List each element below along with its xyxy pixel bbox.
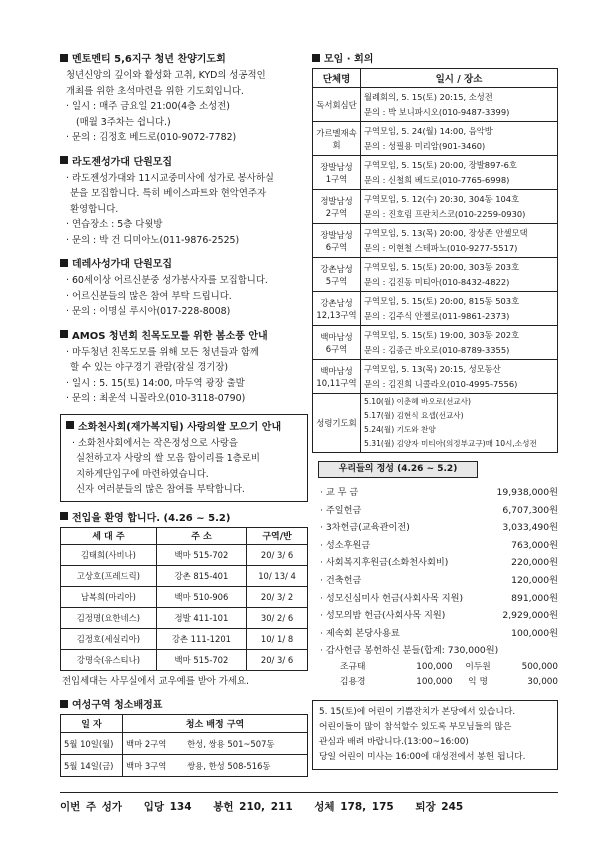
prayer-schedule-line: 5.31(월) 김양자 미티아(의정부교구)매 10시,소성전 <box>364 439 537 448</box>
offering-amount: 891,000원 <box>511 592 558 604</box>
schedule-line: 구역모임, 5. 24(월) 14:00, 음악방 <box>364 125 493 136</box>
donor-name: 익 명 <box>468 676 488 687</box>
offering-row <box>312 519 558 537</box>
schedule-cell <box>361 360 558 394</box>
schedule-line: 구역모임, 5. 15(토) 19:00, 303동 202호 <box>364 329 520 340</box>
table-row <box>61 544 308 565</box>
table-row <box>61 733 308 755</box>
column-header: 구역/반 <box>247 527 308 544</box>
donor-amount: 100,000 <box>416 676 453 687</box>
right-column <box>312 50 558 770</box>
offering-label: · 성소후원금 <box>320 539 371 551</box>
offering-amount: 2,929,000원 <box>502 610 558 622</box>
group-name-cell: 독서회심단 <box>313 88 361 122</box>
donor-name: 조규태 <box>340 661 366 672</box>
text-line: · 문의 : 김정호 베드로(010-9072-7782) <box>66 132 237 143</box>
group-name-cell: 정발남성 2구역 <box>313 190 361 224</box>
offering-label: · 3차헌금(교육관이전) <box>320 522 410 534</box>
section-title: 모임 · 회의 <box>324 54 374 65</box>
notice-line: 어린이들이 많이 참석할수 있도록 부모님들의 많은 <box>319 721 512 732</box>
contact-line: 문의 : 박 보니파시오(010-9487-3399) <box>364 106 510 117</box>
offering-row <box>312 607 558 625</box>
table-cell: 10/ 1/ 8 <box>247 628 308 649</box>
offering-row <box>312 590 558 608</box>
table-row <box>313 224 558 258</box>
newcomers-note: 전입세대는 사무실에서 교우예를 받아 가세요. <box>62 675 249 687</box>
text-line: 분을 모집합니다. 특히 베이스파트와 현악연주자 <box>70 188 267 199</box>
column-header: 일시 / 장소 <box>361 69 558 88</box>
column-header: 청소 배정 구역 <box>123 715 308 733</box>
table-row <box>313 258 558 292</box>
group-name-cell: 백마남성 6구역 <box>313 326 361 360</box>
text-line: · 어르신분들의 많은 참여 부탁 드립니다. <box>66 290 232 302</box>
text-line: · 문의 : 박 건 디미아노(011-9876-2525) <box>66 234 240 246</box>
section-choir-ladozen <box>60 153 308 249</box>
offering-label: · 성모의밤 헌금(사회사목 지원) <box>320 610 446 622</box>
bullet-square-icon <box>60 330 68 338</box>
offering-amount: 19,938,000원 <box>496 487 558 498</box>
offering-row <box>312 502 558 520</box>
cleaning-table <box>60 714 308 777</box>
section-title: AMOS 청년회 친목도모를 위한 봄소풍 안내 <box>72 330 268 342</box>
table-cell: 20/ 3/ 6 <box>247 544 308 565</box>
text-line: · 일시 : 5. 15(토) 14:00, 마두역 광장 출발 <box>66 377 245 389</box>
table-row <box>313 190 558 224</box>
meetings-table <box>312 68 558 453</box>
donor-amount: 500,000 <box>521 661 558 672</box>
table-cell: 20/ 3/ 2 <box>247 586 308 607</box>
offering-label: · 사회복지후원금(소화천사회비) <box>320 557 449 569</box>
contact-line: 문의 : 진호림 프란치스코(010-2259-0930) <box>364 208 526 219</box>
section-title: 전입을 환영 합니다. (4.26 ~ 5.2) <box>72 512 231 524</box>
table-row <box>313 326 558 360</box>
schedule-cell <box>361 156 558 190</box>
newcomers-table <box>60 527 308 671</box>
group-name-cell: 강촌남성 12,13구역 <box>313 292 361 326</box>
offering-row <box>312 484 558 502</box>
text-line: · 문의 : 최운석 니꼴라오(010-3118-0790) <box>66 393 246 404</box>
schedule-line: 구역모임, 5. 13(목) 20:00, 장상존 안셀모댁 <box>364 227 528 238</box>
contact-line: 문의 : 김진동 미티아(010-8432-4822) <box>364 276 510 287</box>
group-name-cell: 장발남성 6구역 <box>313 224 361 258</box>
text-line: · 연습장소 : 5층 다윗방 <box>66 219 163 230</box>
table-cell: 쌍용, 한성 508-516동 <box>184 755 307 777</box>
text-line: 청년신앙의 깊이와 활성화 고취, KYD의 성공적인 <box>66 70 266 81</box>
bullet-square-icon <box>60 700 68 708</box>
group-name-cell: 강촌남성 5구역 <box>313 258 361 292</box>
table-cell: 김정명(요한네스) <box>61 607 157 628</box>
offering-label: · 감사헌금 봉헌하신 분들(합계: 730,000원) <box>320 645 499 657</box>
contact-line: 문의 : 신철희 베드로(010-7765-6998) <box>364 174 510 185</box>
table-cell: 백마 515-702 <box>156 544 246 565</box>
text-line: (매월 3주차는 쉽니다.) <box>76 116 171 128</box>
thanks-list <box>312 660 558 690</box>
schedule-line: 구역모임, 5. 15(토) 20:00, 815동 503호 <box>364 295 520 306</box>
hymn-closing: 퇴장 245 <box>415 801 464 813</box>
table-cell: 고상호(프레드릭) <box>61 565 157 586</box>
table-cell: 백마 3구역 <box>123 755 185 777</box>
table-cell: 김정호(세실리아) <box>61 628 157 649</box>
notice-line: 5. 15(토)에 어린이 기쁨잔치가 본당에서 있습니다. <box>319 706 516 717</box>
schedule-line: 월례회의, 5. 15(토) 20:15, 소성전 <box>364 91 493 102</box>
donor-amount: 100,000 <box>416 661 453 672</box>
notice-line: 관심과 배려 바랍니다.(13:00~16:00) <box>319 736 469 747</box>
section-mentor-prayer <box>60 50 308 146</box>
schedule-cell <box>361 224 558 258</box>
hymn-footer <box>60 792 558 814</box>
column-header: 일 자 <box>61 715 123 733</box>
text-line: 지하게단입구에 마련하였습니다. <box>76 468 209 480</box>
table-row <box>61 565 308 586</box>
text-line: 신자 여러분들의 많은 참여를 부탁합니다. <box>76 484 245 495</box>
table-cell: 20/ 3/ 6 <box>247 649 308 670</box>
table-cell: 5월 14일(금) <box>61 755 123 777</box>
offering-amount: 120,000원 <box>511 574 558 586</box>
table-row <box>313 88 558 122</box>
contact-line: 문의 : 김주식 안젤로(011-9861-2373) <box>364 310 510 321</box>
section-meetings <box>312 50 558 453</box>
section-choir-teresa <box>60 255 308 320</box>
contact-line: 문의 : 김진희 니콜라오(010-4995-7556) <box>364 378 518 389</box>
section-rice-collection <box>60 414 308 502</box>
offering-list <box>312 484 558 660</box>
bullet-square-icon <box>312 54 320 62</box>
offering-label: · 건축헌금 <box>320 574 362 586</box>
prayer-schedule-line: 5.10(월) 이춘혜 바오로(선교사) <box>364 397 471 406</box>
table-row <box>313 156 558 190</box>
contact-line: 문의 : 이현철 스테파노(010-9277-5517) <box>364 242 518 253</box>
table-row <box>61 649 308 670</box>
schedule-cell <box>361 326 558 360</box>
hymn-entrance: 입당 134 <box>143 801 192 813</box>
offering-label: · 주일헌금 <box>320 504 362 516</box>
offering-amount: 220,000원 <box>511 557 558 569</box>
offering-row <box>312 537 558 555</box>
table-cell: 30/ 2/ 6 <box>247 607 308 628</box>
group-name-cell: 장발남성 1구역 <box>313 156 361 190</box>
table-cell: 강촌 815-401 <box>156 565 246 586</box>
contact-line: 문의 : 성필용 미리암(901-3460) <box>364 140 486 151</box>
thanks-row <box>312 660 558 675</box>
text-line: · 소화천사회에서는 작은정성으로 사랑을 <box>72 437 238 449</box>
schedule-cell <box>361 292 558 326</box>
schedule-cell <box>361 258 558 292</box>
bullet-square-icon <box>66 421 74 429</box>
offering-row <box>312 642 558 660</box>
table-row <box>313 292 558 326</box>
offering-label: · 교 무 금 <box>320 487 359 498</box>
table-cell: 김태희(사비나) <box>61 544 157 565</box>
table-cell: 5월 10일(월) <box>61 733 123 755</box>
offering-amount: 3,033,490원 <box>502 522 558 534</box>
offering-amount: 6,707,300원 <box>502 504 558 516</box>
table-row <box>61 628 308 649</box>
text-line: 실천하고자 사랑의 쌀 모음 함이리를 1층로비 <box>76 453 260 464</box>
table-cell: 백마 510-906 <box>156 586 246 607</box>
hymn-communion: 성체 178, 175 <box>314 801 394 813</box>
section-title: 데레사성가대 단원모집 <box>72 259 173 270</box>
offering-row <box>312 572 558 590</box>
section-title: 라도젠성가대 단원모집 <box>72 156 173 168</box>
table-cell: 남복희(마리아) <box>61 586 157 607</box>
offering-row <box>312 554 558 572</box>
section-title: 멘토멘티 5,6지구 청년 찬양기도회 <box>72 54 226 65</box>
table-cell: 강촌 111-1201 <box>156 628 246 649</box>
notice-line: 당일 어린이 미사는 16:00에 대성전에서 봉헌 됩니다. <box>319 751 526 762</box>
left-column <box>60 50 308 784</box>
section-title: 소화천사회(재가복지팀) 사랑의쌀 모으기 안내 <box>78 421 282 433</box>
text-line: 할 수 있는 야구경기 관람(잠실 경기장) <box>70 362 229 373</box>
table-row <box>61 755 308 777</box>
schedule-cell <box>361 88 558 122</box>
donor-amount: 30,000 <box>527 676 558 687</box>
table-cell: 10/ 13/ 4 <box>247 565 308 586</box>
column-header: 주 소 <box>156 527 246 544</box>
hymn-offertory: 봉헌 210, 211 <box>213 801 293 813</box>
offering-amount: 763,000원 <box>511 539 558 551</box>
text-line: · 마두청년 친목도모를 위해 모든 청년들과 함께 <box>66 346 259 358</box>
section-title: 여성구역 청소배정표 <box>72 700 163 711</box>
table-cell: 한성, 쌍용 501~507동 <box>184 733 307 755</box>
schedule-line: 구역모임, 5. 15(토) 20:00, 303동 203호 <box>364 261 520 272</box>
prayer-schedule-line: 5.24(월) 기도와 찬양 <box>364 425 436 434</box>
table-cell: 백마 515-702 <box>156 649 246 670</box>
text-line: · 라도젠성가대와 11시교중미사에 성가로 봉사하실 <box>66 172 274 184</box>
donor-name: 김용경 <box>340 676 366 687</box>
contact-line: 문의 : 김종근 바오로(010-8789-3355) <box>364 344 510 355</box>
prayer-schedule-line: 5.17(월) 김현식 요셉(선교사) <box>364 411 464 420</box>
group-name-cell: 가르멜재속회 <box>313 122 361 156</box>
section-newcomers <box>60 509 308 690</box>
bullet-square-icon <box>60 54 68 62</box>
offering-row <box>312 625 558 643</box>
children-festival-notice <box>312 700 558 770</box>
offering-label: · 제속회 본당사용료 <box>320 627 400 639</box>
table-row <box>61 586 308 607</box>
table-row <box>313 122 558 156</box>
text-line: · 문의 : 이명실 루시아(017-228-8008) <box>66 306 231 317</box>
bullet-square-icon <box>60 259 68 267</box>
section-cleaning <box>60 696 308 777</box>
offering-title: 우리들의 정성 (4.26 ~ 5.2) <box>318 461 478 478</box>
schedule-cell <box>361 122 558 156</box>
column-header: 단체명 <box>313 69 361 88</box>
schedule-line: 구역모임, 5. 12(수) 20:30, 304동 104호 <box>364 193 520 204</box>
thanks-row <box>312 675 558 690</box>
section-amos-picnic <box>60 327 308 407</box>
text-line: · 60세이상 어르신분중 성가봉사자를 모집합니다. <box>66 275 268 286</box>
group-name-cell: 백마남성 10,11구역 <box>313 360 361 394</box>
table-cell: 강명숙(유스티나) <box>61 649 157 670</box>
schedule-line: 구역모임, 5. 13(목) 20:15, 성모동산 <box>364 363 501 374</box>
table-cell: 백마 2구역 <box>123 733 185 755</box>
table-row <box>61 607 308 628</box>
bullet-square-icon <box>60 512 68 520</box>
text-line: 개최를 위한 초석마련을 위한 기도회입니다. <box>66 85 244 97</box>
group-name-cell: 성령기도회 <box>313 394 361 453</box>
bullet-square-icon <box>60 156 68 164</box>
text-line: · 일시 : 매주 금요일 21:00(4층 소성전) <box>66 101 230 112</box>
donor-name: 이두원 <box>465 661 491 672</box>
text-line: 환영합니다. <box>70 203 119 215</box>
hymn-label: 이번 주 성가 <box>60 801 123 813</box>
schedule-cell <box>361 190 558 224</box>
offering-label: · 성모신심미사 헌금(사회사목 지원) <box>320 592 464 604</box>
offering-amount: 100,000원 <box>511 627 558 639</box>
schedule-cell <box>361 394 558 453</box>
table-row <box>313 394 558 453</box>
schedule-line: 구역모임, 5. 15(토) 20:00, 장발897-6호 <box>364 159 517 170</box>
column-header: 세 대 주 <box>61 527 157 544</box>
table-row <box>313 360 558 394</box>
table-cell: 정발 411-101 <box>156 607 246 628</box>
